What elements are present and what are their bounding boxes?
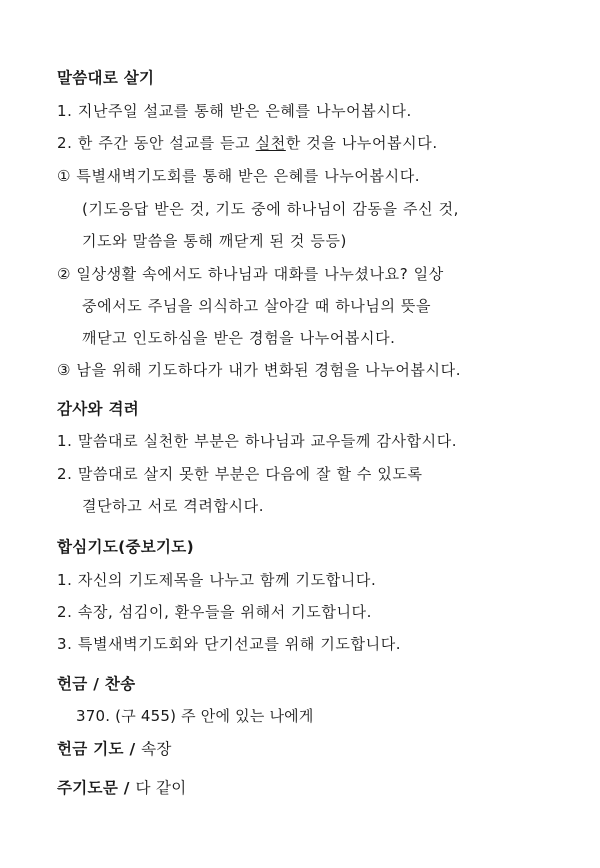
living-word-sub-3-line-1: ③ 남을 위해 기도하다가 내가 변화된 경험을 나누어봅시다. bbox=[57, 361, 462, 379]
prayer-item-3: 3. 특별새벽기도회와 단기선교를 위해 기도합니다. bbox=[57, 635, 402, 653]
offering-prayer-title: 헌금 기도 / bbox=[57, 740, 142, 758]
living-word-sub-2-line-2: 중에서도 주님을 의식하고 살아갈 때 하나님의 뜻을 bbox=[82, 297, 432, 315]
section-title-living-word: 말씀대로 살기 bbox=[57, 69, 155, 87]
thanks-item-1: 1. 말씀대로 실천한 부분은 하나님과 교우들께 감사합시다. bbox=[57, 432, 458, 450]
lords-prayer-note: 다 같이 bbox=[135, 779, 187, 797]
hymn-line: 370. (구 455) 주 안에 있는 나에게 bbox=[76, 707, 314, 725]
section-title-prayer: 합심기도(중보기도) bbox=[57, 538, 194, 556]
section-title-thanks: 감사와 격려 bbox=[57, 400, 140, 418]
living-word-item-2-underlined: 실천 bbox=[255, 134, 286, 152]
thanks-item-2-line-2: 결단하고 서로 격려합시다. bbox=[82, 497, 265, 515]
section-title-offering-prayer bbox=[57, 737, 172, 759]
section-title-offering: 헌금 / 찬송 bbox=[57, 675, 136, 693]
living-word-item-2 bbox=[57, 132, 438, 153]
living-word-sub-1-line-1: ① 특별새벽기도회를 통해 받은 은혜를 나누어봅시다. bbox=[57, 167, 421, 185]
living-word-item-2-before: 2. 한 주간 동안 설교를 듣고 bbox=[57, 134, 256, 152]
living-word-sub-2-line-3: 깨닫고 인도하심을 받은 경험을 나누어봅시다. bbox=[82, 329, 396, 347]
thanks-item-2-line-1: 2. 말씀대로 살지 못한 부분은 다음에 잘 할 수 있도록 bbox=[57, 465, 423, 483]
living-word-item-2-after: 한 것을 나누어봅시다. bbox=[285, 134, 438, 152]
lords-prayer-title: 주기도문 / bbox=[57, 779, 136, 797]
living-word-sub-2-line-1: ② 일상생활 속에서도 하나님과 대화를 나누셨나요? 일상 bbox=[57, 265, 444, 283]
offering-prayer-role: 속장 bbox=[141, 740, 172, 758]
prayer-item-1: 1. 자신의 기도제목을 나누고 함께 기도합니다. bbox=[57, 571, 377, 589]
section-title-lords-prayer bbox=[57, 776, 187, 798]
living-word-sub-1-line-3: 기도와 말씀을 통해 깨닫게 된 것 등등) bbox=[82, 232, 348, 250]
living-word-sub-1-line-2: (기도응답 받은 것, 기도 중에 하나님이 감동을 주신 것, bbox=[82, 200, 460, 218]
living-word-item-1: 1. 지난주일 설교를 통해 받은 은혜를 나누어봅시다. bbox=[57, 102, 412, 120]
prayer-item-2: 2. 속장, 섬김이, 환우들을 위해서 기도합니다. bbox=[57, 603, 372, 621]
